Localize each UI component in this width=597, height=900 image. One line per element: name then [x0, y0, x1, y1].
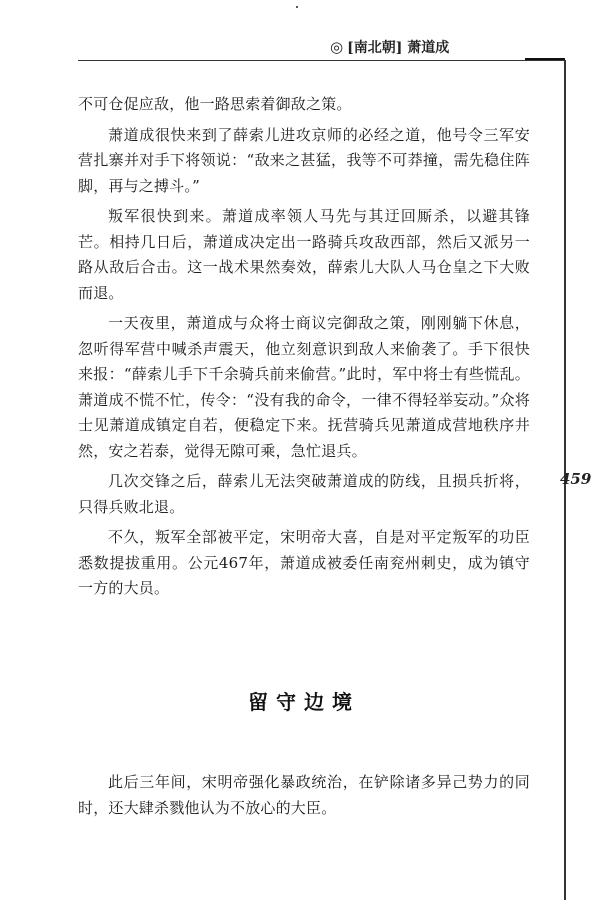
- header-text: [南北朝] 萧道成: [347, 40, 450, 56]
- page-number: 459: [560, 470, 592, 488]
- paragraph: 不久，叛军全部被平定，宋明帝大喜，自是对平定叛军的功臣悉数提拔重用。公元467年，萧道成被委任南兖州刺史，成为镇守一方的大员。: [78, 528, 530, 597]
- section-text: [78, 770, 530, 826]
- paragraph: 萧道成很快来到了薛索儿进攻京师的必经之道，他号令三军安营扎寨并对手下将领说：“敌来之甚猛，我等不可莽撞，需先稳住阵脚，再与之搏斗。”: [78, 125, 530, 195]
- paragraph: 叛军很快到来。萧道成率领人马先与其迂回厮杀，以避其锋芒。相持几日后，萧道成决定出一路骑兵攻敌西部，然后又派另一路从敌后合击。这一战术果然奏效，薛索儿大队人马仓皇之下大败而退。: [78, 207, 530, 302]
- paragraph: 不可仓促应敌，他一路思索着御敌之策。: [78, 95, 352, 113]
- paragraph: 几次交锋之后，薛索儿无法突破萧道成的防线，且损兵折将，只得兵败北退。: [78, 472, 530, 516]
- paragraph: 一天夜里，萧道成与众将士商议完御敌之策，刚刚躺下休息，忽听得军营中喊杀声震天，他立刻意识到敌人来偷袭了。手下很快来报：“薛索儿手下千余骑兵前来偷营。”此时，军中将士有些慌乱。萧道成不慌不忙，传令：“没有我的命令，一律不得轻举妄动。”众将士见萧道成镇定自若，便稳定下来。抚营骑兵见萧道成营地秩序井然，安之若泰，觉得无隙可乘，急忙退兵。: [78, 314, 530, 460]
- top-dot: [296, 6, 298, 8]
- header-rule: [78, 60, 564, 61]
- section-title: 留守边境: [248, 690, 360, 714]
- circle-mark-icon: ◎: [330, 38, 344, 56]
- main-text: [78, 92, 530, 607]
- paragraph: 此后三年间，宋明帝强化暴政统治，在铲除诸多异己势力的同时，还大肆杀戮他认为不放心的大臣。: [78, 773, 530, 817]
- running-header: [330, 36, 530, 58]
